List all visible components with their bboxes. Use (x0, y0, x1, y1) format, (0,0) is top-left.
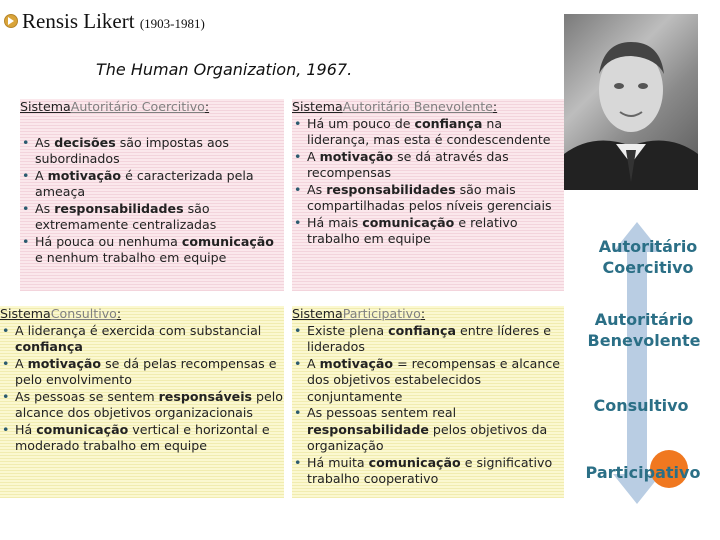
quadrant-heading: SistemaConsultivo: (0, 306, 122, 321)
quadrant-heading: SistemaAutoritário Benevolente: (292, 99, 498, 114)
page-title (22, 9, 205, 34)
scale-level-autoritario-benevolente: Autoritário Benevolente (587, 310, 701, 350)
bullet-item: • A liderança é exercida com substancial confiança (0, 323, 284, 356)
quadrant-autoritario-coercitivo (20, 99, 284, 291)
bullet-item: • As responsabilidades são extremamente centralizadas (20, 201, 284, 234)
bullet-list (292, 323, 564, 488)
bullet-item: • A motivação se dá através das recompensas (292, 149, 564, 182)
quadrant-heading: SistemaParticipativo: (292, 306, 426, 321)
scale-level-consultivo: Consultivo (593, 396, 689, 415)
title-bullet-icon (4, 14, 18, 28)
bullet-item: • As decisões são impostas aos subordinados (20, 135, 284, 168)
bullet-list (20, 135, 284, 267)
bullet-item: • Há um pouco de confiança na liderança, mas esta é condescendente (292, 116, 564, 149)
author-years: (1903-1981) (139, 16, 205, 31)
bullet-item: • As pessoas sentem real responsabilidade pelos objetivos da organização (292, 405, 564, 455)
quadrant-consultivo (0, 306, 284, 498)
quadrant-heading: SistemaAutoritário Coercitivo: (20, 99, 210, 114)
scale-level-autoritario-coercitivo: Autoritário Coercitivo (598, 237, 698, 277)
bullet-item: • Existe plena confiança entre líderes e liderados (292, 323, 564, 356)
bullet-item: • Há muita comunicação e significativo trabalho cooperativo (292, 455, 564, 488)
bullet-item: • Há comunicação vertical e horizontal e moderado trabalho em equipe (0, 422, 284, 455)
bullet-item: • Há mais comunicação e relativo trabalho em equipe (292, 215, 564, 248)
bullet-item: • As responsabilidades são mais compartilhadas pelos níveis gerenciais (292, 182, 564, 215)
book-subtitle: The Human Organization, 1967. (96, 60, 353, 79)
bullet-item: • As pessoas se sentem responsáveis pelo alcance dos objetivos organizacionais (0, 389, 284, 422)
bullet-item: • A motivação é caracterizada pela ameaça (20, 168, 284, 201)
quadrant-autoritario-benevolente (292, 99, 564, 291)
portrait-figure (564, 14, 698, 190)
bullet-list (0, 323, 284, 455)
quadrant-participativo (292, 306, 564, 498)
portrait-photo (564, 14, 698, 190)
bullet-item: • A motivação = recompensas e alcance dos objetivos estabelecidos conjuntamente (292, 356, 564, 406)
bullet-list (292, 116, 564, 248)
author-name: Rensis Likert (22, 9, 135, 33)
scale-level-participativo: Participativo (585, 463, 701, 482)
bullet-item: • A motivação se dá pelas recompensas e pelo envolvimento (0, 356, 284, 389)
bullet-item: • Há pouca ou nenhuma comunicação e nenhum trabalho em equipe (20, 234, 284, 267)
